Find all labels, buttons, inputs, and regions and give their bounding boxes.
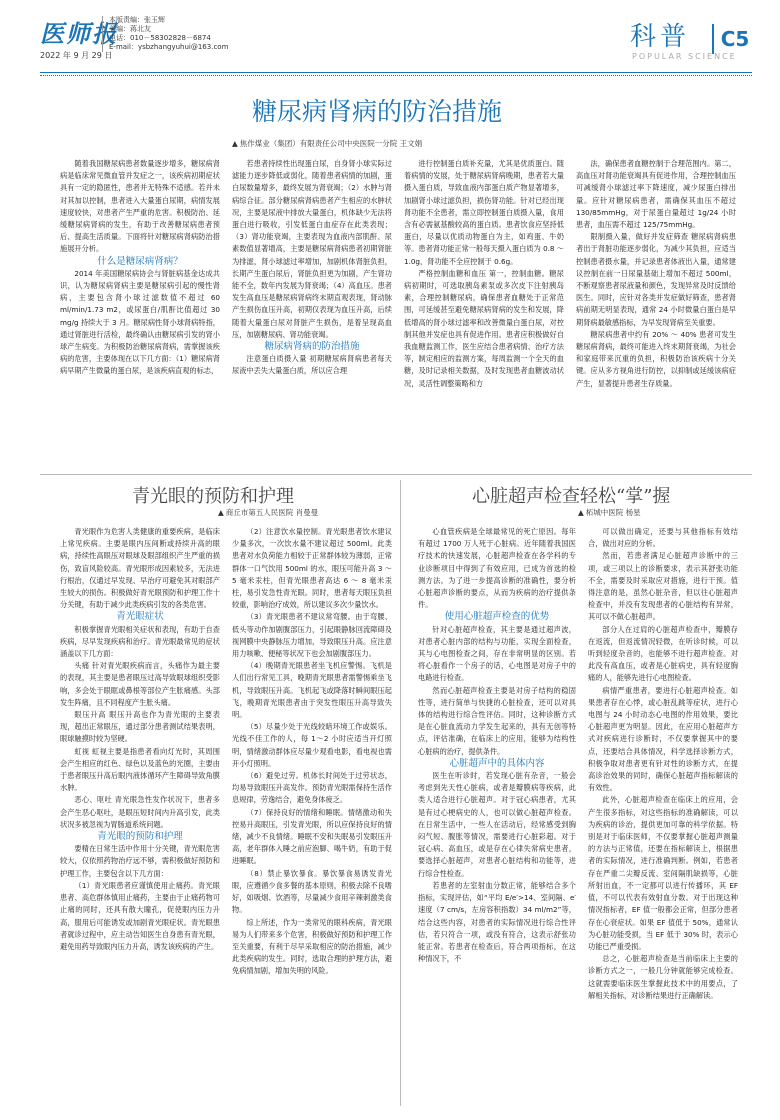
paragraph: 部分人在过肩的心脏超声检查中，瓣膜存在返流，但返流情况轻微，在听诊时候，可以听到轻度杂音的，也能够不进行超声检查。对此没有高血压，或者是心脏病史，具有轻度胸痛的人，能够先进行心电图检查。 (588, 624, 738, 683)
article1-byline-text: 焦作煤业（集团）有限责任公司中央医院一分院 王文娟 (239, 139, 423, 148)
paragraph: 糖尿病患者中约有 20% ～ 40% 患者可发生糖尿病肾病，最终可能进入终末期肾衰竭，为社会和家庭带来沉重的负担，积极防治该疾病十分关键。应从多方视角进行防控，以抑制或延缓该病症产生，显著提升患者生存质量。 (576, 329, 736, 388)
paragraph: （1）青光眼患者应谨慎使用止痛药。青光眼患者、高危群体慎用止痛药，主要由于止痛药物可止痛的同时，还具有散大瞳孔，促使眼内压力升高，服用后可能诱发或加剧青光眼症状。青光眼患者就诊过程中，应主动告知医生自身患有青光眼，避免用药导致眼内压力升高，诱发该疾病的产生。 (60, 880, 220, 951)
paragraph: 要精在日常生活中作用十分关键，青光眼危害较大，仅依照药物治疗远不够，需积极做好预防和护理工作，主要包含以下几方面： (60, 844, 220, 878)
issue-date: 2022 年 9 月 29 日 (40, 51, 113, 60)
triangle-icon: ▲ (232, 139, 238, 148)
paragraph: 此外，心脏超声检查在临床上的应用，会产生很多指标，对这些指标的准确解读，可以为疾病的诊治，提供更加可靠的科学依据。特别是对于临床医师，不仅要掌握心脏超声测量的方法与正常值，还要在指标解读上，根据患者的实际情况，进行准确判断。例如，若患者存在严重二尖瓣反流、室间隔肌缺损等，心脏所射出血，不一定都可以进行传播环，其 EF 值，不可以代表有效射血分数。对于出现这种情况指标者，EF 值一般都会正常，但部分患者存在心衰症状。如果 EF 值低于 50%，通常认为心脏功能受损，当 EF 低于 30% 时，表示心功能已严重受损。 (588, 795, 738, 951)
article2-byline-text: 商丘市第五人民医院 肖曼曼 (225, 508, 319, 517)
paragraph: （4）晚期青光眼患者坐飞机应警惕。飞机是人们出行常见工具，晚期青光眼患者需警惕乘坐飞机，导致眼压升高。飞机起飞或降落时瞬间眼压起飞，晚期青光眼患者由于突发性眼压升高导致失明。 (232, 661, 392, 720)
article1-column-4 (576, 158, 736, 468)
article1-subhead-1: 什么是糖尿病肾病？ (97, 255, 183, 267)
paragraph: （3）青光眼患者不建议常弯腰。由于弯腰、低头等动作加剧腹部压力，引起眼静脉回流障碍及视网膜中央静脉压力增加，导致眼压升高。应注意用力咳嗽、便秘等状况下也会加剧腹部压力。 (232, 612, 392, 659)
masthead-rule (40, 72, 752, 73)
paragraph: 心血管疾病是全球最常见的死亡原因。每年有超过 1700 万人死于心脏病。近年随着我国医疗技术的快速发展，心脏超声检查在各学科的专业诊断项目中得到了有效应用，已成为首选的检测方法。为了进一步提高诊断的准确性，要分析心脏超声诊断的要点，从而为疾病的治疗提供条件。 (418, 527, 576, 610)
paragraph: 针对心脏超声检查，其主要是通过超声波，对患者心脏内部的结构与功能，实现全面检查，其与心电图检查之间，存在非常明显的区别。若将心脏看作一个房子的话，心电图是对房子中的电路进行检查。 (418, 624, 576, 683)
paragraph: （8）禁止暴饮暴食。暴饮暴食易诱发青光眼，应遵循少食多餐的基本原则，积极去除不良嗜好，如吸烟、饮酒等，尽量减少食用辛辣刺激类食物。 (232, 868, 392, 915)
article3-byline (578, 507, 641, 518)
masthead (40, 12, 750, 74)
article3-column-2 (588, 526, 738, 1104)
page-number: C5 (712, 24, 756, 54)
paragraph: 法，确保患者血糖控制于合理范围内。第二，高血压对肾功能衰竭具有促进作用，合理控制血压可减缓肾小球滤过率下降速度，减少尿蛋白排出量。应针对糖尿病患者，需确保其血压不超过 130/85mmHg，对于尿蛋白量超过 1g/24 小时患者，血压需不超过 125/75mmHg。 (576, 159, 736, 230)
column-divider (400, 480, 401, 1106)
article1-subhead-2: 糖尿病肾病的防治措施 (264, 341, 360, 353)
article1-column-2 (232, 158, 392, 468)
paragraph: 眼压升高 眼压升高也作为青光眼的主要表现，超出正常眼压，通过部分患者测试结果表明，眼球触摸时较为坚硬。 (60, 710, 220, 744)
paragraph: 虹视 虹视主要是指患者看向灯光时，其周围会产生相应的红色、绿色以及蓝色的光圈，主要由于患者眼压升高后眼内液体循环产生障碍导致角膜水肿。 (60, 746, 220, 793)
paragraph: 若患者持续性出现蛋白尿，自身肾小球实际过滤能力逐步降低或弱化，随着患者病情的加剧，蛋白尿数量增多，最终发展为肾衰竭；（2）水肿与肾病综合征。部分糖尿病肾病患者产生相应的水肿状况，主要是尿液中排放大量蛋白，机体缺少无法将蛋白进行吸收，引发低蛋白血症存在此类表现；（3）肾功能衰竭，主要表现为血液内部肌酐、尿素数值显著增高，主要是糖尿病肾病患者初期肾脏为排滤，肾小球滤过率增加，加剧机体肾脏负担，长期产生蛋白尿后，肾脏负担更为加剧，产生肾功能不全，数年内发展为肾衰竭；（4）高血压。患者发生高血压是糖尿病肾病终末期直观表现，肾动脉产生损伤血压升高，初期仅表现为血压升高，后续随着大量蛋白尿对肾脏产生损伤，是着呈现高血压，加剧糖尿病、肾功能衰竭。 (232, 159, 392, 339)
masthead-rule-dotted (40, 75, 752, 76)
triangle-icon: ▲ (218, 508, 224, 517)
paragraph: 医生在听诊时，若发现心脏有杂音，一般会考虑到先天性心脏病，或者是瓣膜病等疾病，此类人适合进行心脏超声。对于冠心病患者，尤其是有过心梗病史的人，也可以做心脏超声检查。在日常生活中，一些人在活动后，经常感受到胸闷气短、腹胀等情况，需要进行心脏彩超。对于冠心病、高血压，或是存在心律失常病史患者，要选择心脏超声，对患者心脏结构和功能等，进行综合性检查。 (418, 771, 576, 878)
paragraph: （6）避免过劳。机体长时间处于过劳状态，均易导致眼压升高发作。预防青光眼需保持生活作息规律，劳逸结合，避免身体疲乏。 (232, 771, 392, 805)
paragraph: 恶心、呕吐 青光眼急性发作状况下，患者多会产生恶心呕吐，是眼压短时间内升高引发，此类状况多被忽视为胃肠道系统问题。 (60, 795, 220, 829)
article2-subhead-2: 青光眼的预防和护理 (97, 831, 183, 843)
paragraph: （7）保持良好的情绪和睡眠。情绪激动和失控易升高眼压，引发青光眼，所以应保持良好的情绪，减少不良情绪。睡眠不安和失眠易引发眼压升高，老年群体入睡之前应泡脚、喝牛奶，有助于促进睡眠。 (232, 807, 392, 866)
paragraph: 头痛 针对青光眼疾病而言，头痛作为最主要的表现，其主要是患者眼压过高导致眼球组织受影响，多会处于眼眶或鼻根等部位产生胀痛感。头部发生阵痛，且不同程度产生胀头痛。 (60, 661, 220, 707)
editor-line: 美编：蒋北友 (109, 25, 151, 33)
article1-title: 糖尿病肾病的防治措施 (252, 97, 503, 126)
section-subtitle: POPULAR SCIENCE (632, 52, 737, 61)
article3-subhead-1: 使用心脏超声检查的优势 (444, 611, 550, 623)
paragraph: 注意蛋白质摄入量 初期糖尿病肾病患者每天尿液中丢失大量蛋白质，所以应合理 (232, 354, 392, 376)
paragraph: 2014 年美国糖尿病协会与肾脏病基金达成共识，认为糖尿病肾病主要是糖尿病引起的慢性肾病，主要包含肾小球过滤数值不超过 60 ml/min/1.73 m2，或尿蛋白/肌酐比值超过 30 mg/g 持续大于 3 月。糖尿病性肾小球肾病特指，通过肾脏进行活检，最终确认由糖尿病引发的肾小球产生病变。为积极防治糖尿病肾病，需掌握该疾病的危害，主要体现在以下几方面：（1）糖尿病肾病早期产生微量的蛋白尿，是该疾病直观的标志， (60, 268, 220, 376)
article3-byline-text: 柘城中医院 杨星 (585, 508, 641, 517)
section-divider (40, 474, 752, 475)
editor-line: 电话：010－58302828－6874 (109, 34, 211, 42)
newspaper-logo: 医师报 (40, 19, 118, 48)
article3-column-1 (418, 526, 576, 1104)
paragraph: 若患者的左室射血分数正常，能够结合多个指标，实现评估，如“平均 E/e′>14、室间隔、e′速度（7 cm/s，左房容积指数）34 ml/m2”等，结合这些内容，对患者的实际情况进行综合性评估，若只符合一项，或没有符合，这表示舒张功能正常。若患者在检查后，符合两项指标，在这种情况下，不 (418, 880, 576, 964)
editor-line: 本版责编：张玉辉 (109, 16, 165, 24)
article2-title: 青光眼的预防和护理 (132, 486, 294, 507)
article2-subhead-1: 青光眼症状 (116, 611, 164, 623)
editor-info (102, 16, 228, 52)
paragraph: 积极掌握青光眼相关症状和表现，有助于自查疾病，尽早发现疾病和治疗。青光眼最常见的症状涵盖以下几方面： (60, 624, 220, 659)
article1-column-3 (404, 158, 564, 468)
paragraph: 严格控制血糖和血压 第一，控制血糖。糖尿病初期时，可选取胰岛素泵或多次皮下注射胰岛素，合理控制糖尿病，确保患者血糖处于正常范围，可延缓甚至避免糖尿病肾病的发生和发展，降低增高的肾小球过滤率和改善微量白蛋白尿，对控制其他并发症也具有促进作用。患者应积极做好自我血糖监测工作，医生应结合患者病情、治疗方法等，制定相应的监测方案，每周监测一个全天的血糖，及时记录相关数据，及时发现患者血糖波动状况，灵活性调整策略和方 (404, 268, 564, 388)
paragraph: 随着我国糖尿病患者数量逐步增多，糖尿病肾病是临床常见微血管并发症之一，该疾病初期症状具有一定的隐匿性，患者并无特殊不适感。若并未对其加以控制，患者进入大量蛋白尿期，病情发展速度较快，对患者产生严重的危害。积极防治、延缓糖尿病肾病的发生，有助于改善糖尿病患者预后、提高生活质量。下面将针对糖尿病肾病防治措施展开分析。 (60, 159, 220, 254)
paragraph: 综上所述，作为一类常见的眼科疾病，青光眼易为人们带来多个危害，积极做好预防和护理工作至关重要，有利于尽早采取相应的防治措施，减少此类疾病的发生。同时，选取合理的护理方法，避免病情加剧，增加失明的风险。 (232, 917, 392, 976)
article1-column-1 (60, 158, 220, 468)
article3-title: 心脏超声检查轻松“掌”握 (472, 486, 671, 507)
paragraph: 总之，心脏超声检查是当前临床上主要的诊断方式之一，一般几分钟就能够完成检查。这就需要临床医生掌握此技术中的用要点，了解相关指标，对诊断结果进行正确解读。 (588, 954, 738, 1000)
paragraph: 进行控制蛋白质补充量，尤其是优质蛋白。随着病情的发展，处于糖尿病肾病晚期，患者若大量摄入蛋白质，导致血液内部蛋白质产物显著增多，加剧肾小球过滤负担，损伤肾功能。针对已经出现肾功能不全患者，需立即控制蛋白质摄入量，食用含有必需氨基酸较高的蛋白质。患者饮食应坚持低蛋白，尽量以优质动物蛋白为主，如鸡蛋、牛奶等。患者肾功能正常一般每天摄入蛋白质为 0.8 ～ 1.0g，肾功能不全应控制于 0.6g。 (404, 159, 564, 266)
paragraph: 青光眼作为危害人类健康的重要疾病，是临床上常见疾病。主要是眼内压间断或持续升高的眼病，持续性高眼压对眼球及眼部组织产生严重的损伤，致盲风险较高。青光眼形成因素较多，无法进行根治，仅通过早发现、早治疗可避免其对眼部产生较大的损伤。积极做好青光眼预防和护理工作十分关键，有助于减少此类疾病引发的各类危害。 (60, 527, 220, 610)
paragraph: （2）注意饮水量控制。青光眼患者饮水建议少量多次，一次饮水量不建议超过 500ml。此类患者对水负荷能力相较于正常群体较为薄弱，正常群体一口气饮用 500ml 的水，眼压可能升高 3 ～ 5 毫米汞柱，但青光眼患者高达 6 ～ 8 毫米汞柱，易引发急性青光眼。同时，患者每天眼压负担较重，影响治疗成效，所以建议多次少量饮水。 (232, 527, 392, 610)
section-title: 科普 (630, 22, 691, 52)
article3-subhead-2: 心脏超声中的具体内容 (449, 757, 545, 769)
article2-column-1 (60, 526, 220, 1104)
article2-byline (218, 507, 318, 518)
paragraph: 可以做出确定，还要与其他指标有效结合，做出对应的分析。 (588, 527, 738, 549)
paragraph: 然而心脏超声检查主要是对房子结构的稳固性等，进行简单与快捷的心脏检查，还可以对具体的结构进行综合性评估。同时，这种诊断方式是在心脏血流动力学发生起来的，具有无创等特点，评估准确，在临床上的应用，能够为结构性心脏病的治疗，提供条件。 (418, 685, 576, 756)
article1-byline (232, 138, 422, 149)
paragraph: 病情严重患者，要进行心脏超声检查。如果患者存在心悸，或心脏乱跳等症状，进行心电图与 24 小时动态心电图的作用效果，要比心脏超声更为明显。因此，在应用心脏超声方式对疾病进行诊断时，不仅要掌握其中的要点，还要结合具体情况，科学选择诊断方式，积极争取对患者更有针对性的诊断方式，在提高诊治效果的同时，确保心脏超声指标解读的有效性。 (588, 685, 738, 793)
paragraph: 然而，若患者满足心脏超声诊断中的三项，或三项以上的诊断要求，表示其舒张功能不全，需要及时采取应对措施，进行干预。值得注意的是，虽然心脏杂音，但以往心脏超声检查中，并没有发现患者的心脏结构有异常，其可以不做心脏超声。 (588, 551, 738, 622)
paragraph: （5）尽量少处于光线较暗环境工作或娱乐。光线不佳工作的人，每 1～2 小时应适当开灯照明，情绪激动群体应尽量少观看电影，看电视也需开小灯照明。 (232, 722, 392, 768)
editor-line: E-mail：ysbzhangyuhui@163.com (109, 43, 229, 51)
article2-column-2 (232, 526, 392, 1104)
triangle-icon: ▲ (578, 508, 584, 517)
paragraph: 限制摄入量，做好并发症筛查 糖尿病肾病患者出于肾脏功能逐步弱化，为减少其负担，应适当控制患者摄水量，并记录患者体液出入量，通常建议控制在前一日尿量基础上增加不超过 500ml，不断观察患者尿液量和颜色，发现异常及时反馈给医生。同时，应针对各类并发症做好筛查，患者肾病前期无明显表现，通常 24 小时微量白蛋白是早期肾病最敏感指标，为早发现肾病至关重要。 (576, 232, 736, 327)
